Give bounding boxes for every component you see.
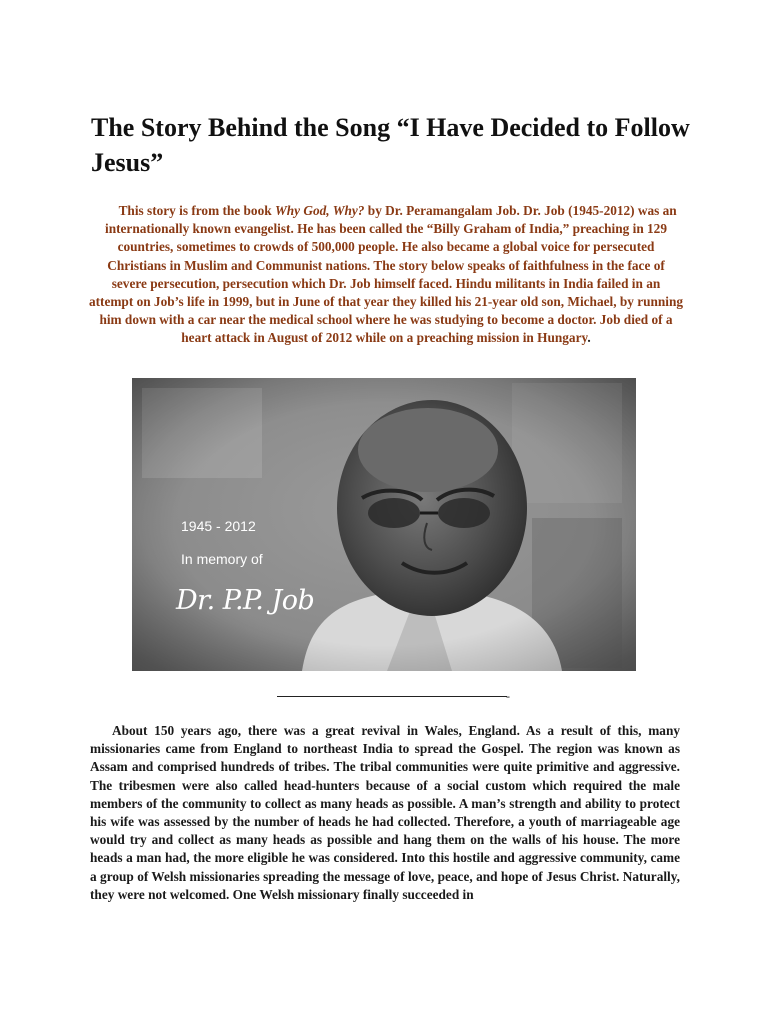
memorial-photo — [132, 378, 636, 671]
caption-years: 1945 - 2012 — [181, 518, 256, 534]
intro-paragraph — [88, 202, 684, 348]
intro-text-start: This story is from the book — [118, 203, 275, 218]
intro-text-end: . — [587, 330, 591, 346]
intro-text-rest: by Dr. Peramangalam Job. Dr. Job (1945-2012) was an internationally known evangelist. He has been called the “Billy Graham of India,” preaching in 129 countries, sometimes to crowds of 500,000 people. He also became a global voice for persecuted Christians in Muslim and Communist nations. The story below speaks of faithfulness in the face of severe persecution, persecution which Dr. Job himself faced. Hindu militants in India failed in an attempt on Job’s life in 1999, but in June of that year they killed his 21-year old son, Michael, by running him down with a car near the medical school where he was studying to become a doctor. Job died of a heart attack in August of 2012 while on a preaching mission in Hungary — [88, 203, 684, 346]
separator-dash: - — [506, 689, 510, 703]
body-paragraph: About 150 years ago, there was a great revival in Wales, England. As a result of this, many missionaries came from England to northeast India to spread the Gospel. The region was known as Assam and comprised hundreds of tribes. The tribal communities were quite primitive and aggressive. The tribesmen were also called head-hunters because of a social custom which required the male members of the community to collect as many heads as possible. A man’s strength and ability to protect his wife was assessed by the number of heads he had collected. Therefore, a youth of marriageable age would try and collect as many heads as possible and hang them on the walls of his house. The more heads a man had, the more eligible he was considered. Into this hostile and aggressive community, came a group of Welsh missionaries spreading the message of love, peace, and hope of Jesus Christ. Naturally, they were not welcomed. One Welsh missionary finally succeeded in — [90, 723, 680, 902]
caption-in-memory: In memory of — [181, 551, 263, 567]
caption-name: Dr. P.P. Job — [176, 585, 315, 616]
book-title: Why God, Why? — [274, 203, 365, 218]
section-separator-line — [277, 696, 507, 697]
page-title: The Story Behind the Song “I Have Decided to Follow Jesus” — [91, 113, 690, 177]
